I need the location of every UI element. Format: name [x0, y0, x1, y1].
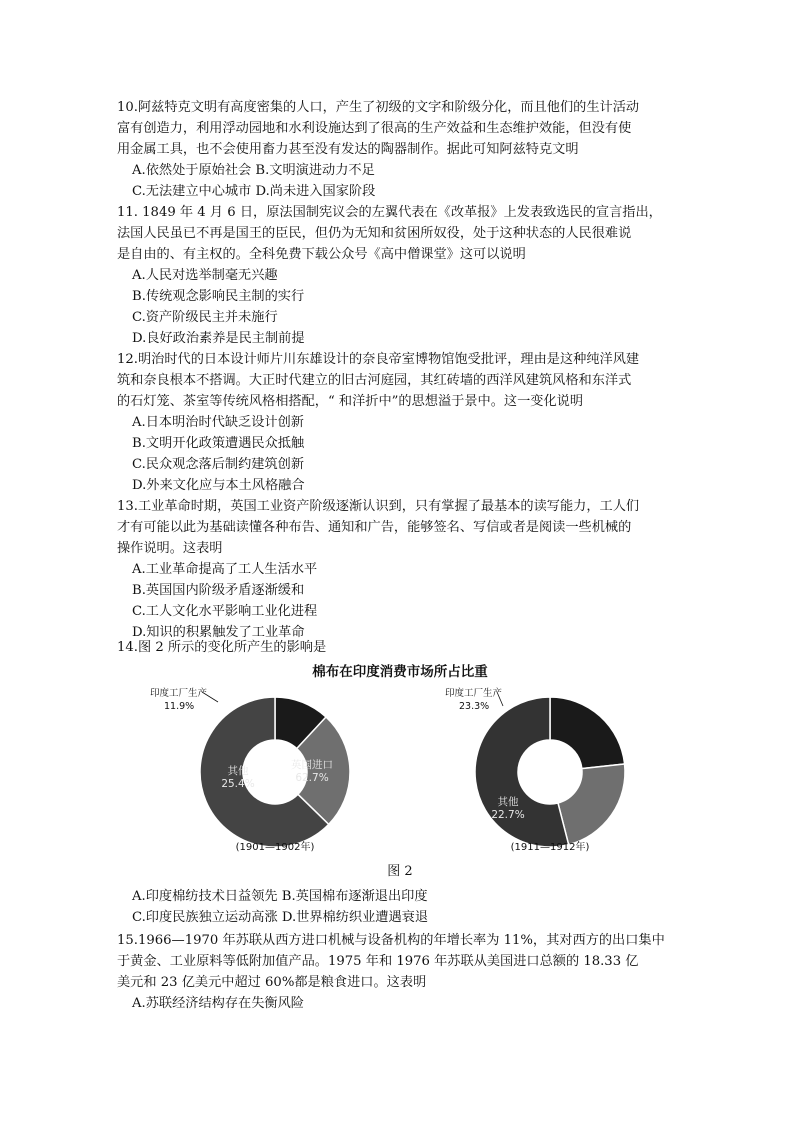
donut-charts: [140, 660, 660, 860]
option-line: D.外来文化应与本土风格融合: [132, 478, 305, 493]
stem-line: 15.1966—1970 年苏联从西方进口机械与设备机构的年增长率为 11%，其对西方的出口集中: [117, 933, 665, 948]
figure-label: 图 2: [387, 864, 413, 879]
option-line: C.无法建立中心城市 D.尚未进入国家阶段: [132, 184, 376, 199]
stem-line: 美元和 23 亿美元中超过 60%都是粮食进口。这表明: [117, 975, 427, 990]
slice-value-label: 22.7%: [491, 809, 525, 821]
stem-line: 才有可能以此为基础读懂各种布告、通知和广告，能够签名、写信或者是阅读一些机械的: [117, 520, 632, 535]
stem-line: 的石灯笼、茶室等传统风格相搭配，“ 和洋折中”的思想溢于景中。这一变化说明: [117, 394, 584, 409]
stem-line: 14.图 2 所示的变化所产生的影响是: [117, 640, 327, 655]
option-line: A.依然处于原始社会 B.文明演进动力不足: [132, 163, 375, 178]
stem-line: 用金属工具，也不会使用畜力甚至没有发达的陶器制作。据此可知阿兹特克文明: [117, 142, 579, 157]
option-line: B.文明开化政策遭遇民众抵触: [132, 436, 305, 451]
slice-label: 印度工厂生产: [150, 688, 208, 699]
question-stem: [117, 202, 687, 265]
chart-period-label: (1911—1912年): [510, 842, 590, 853]
option-line: C.印度民族独立运动高涨 D.世界棉纺织业遭遇衰退: [132, 910, 429, 925]
option-line: C.资产阶级民主并未施行: [132, 310, 278, 325]
slice-label: 印度工厂生产: [445, 688, 503, 699]
question-15: [117, 930, 687, 1014]
stem-line: 11. 1849 年 4 月 6 日，原法国制宪议会的左翼代表在《改革报》上发表致选民的宣言指出，: [117, 205, 662, 220]
question-12: [117, 349, 687, 496]
slice-value-label: 25.4%: [221, 778, 255, 790]
option-line: D.良好政治素养是民主制前提: [132, 331, 305, 346]
stem-line: 于黄金、工业原料等低附加值产品。1975 年和 1976 年苏联从美国进口总额的 18.33 亿: [117, 954, 639, 969]
question-14: [117, 637, 687, 658]
stem-line: 12.明治时代的日本设计师片川东雄设计的奈良帝室博物馆饱受批评，理由是这种纯洋风建: [117, 352, 640, 367]
option-line: C.工人文化水平影响工业化进程: [132, 604, 318, 619]
option-line: A.日本明治时代缺乏设计创新: [132, 415, 304, 430]
slice-value-label: 11.9%: [164, 701, 195, 712]
option-line: D.知识的积累触发了工业革命: [132, 625, 305, 640]
question-14-options: [117, 886, 687, 928]
slice-value-label: 62.7%: [295, 772, 329, 784]
option-line: B.英国国内阶级矛盾逐渐缓和: [132, 583, 305, 598]
slice-label: 其他: [497, 796, 519, 808]
stem-line: 富有创造力，利用浮动园地和水利设施达到了很高的生产效益和生态维护效能，但没有使: [117, 121, 632, 136]
question-11: [117, 202, 687, 349]
pie-slice: [550, 697, 625, 769]
stem-line: 13.工业革命时期，英国工业资产阶级逐渐认识到，只有掌握了最基本的读写能力，工人们: [117, 499, 640, 514]
stem-line: 10.阿兹特克文明有高度密集的人口，产生了初级的文字和阶级分化，而且他们的生计活动: [117, 100, 640, 115]
question-13: [117, 496, 687, 643]
option-line: B.传统观念影响民主制的实行: [132, 289, 305, 304]
option-line: A.苏联经济结构存在失衡风险: [132, 996, 304, 1011]
slice-label: 其他: [227, 765, 249, 777]
option-line: A.印度棉纺技术日益领先 B.英国棉布逐渐退出印度: [132, 889, 428, 904]
slice-value-label: 23.3%: [459, 701, 490, 712]
stem-line: 法国人民虽已不再是国王的臣民，但仍为无知和贫困所奴役，处于这种状态的人民很难说: [117, 226, 632, 241]
stem-line: 操作说明。这表明: [117, 541, 223, 556]
question-stem: [117, 930, 687, 993]
question-stem: [117, 349, 687, 412]
question-stem: [117, 637, 687, 658]
question-stem: [117, 97, 687, 160]
stem-line: 是自由的、有主权的。全科免费下载公众号《高中僧课堂》这可以说明: [117, 247, 526, 262]
question-stem: [117, 496, 687, 559]
option-line: C.民众观念落后制约建筑创新: [132, 457, 305, 472]
pie-slice: [558, 764, 625, 845]
question-10: [117, 97, 687, 202]
slice-label: 英国进口: [291, 759, 333, 771]
chart-title: 棉布在印度消费市场所占比重: [312, 664, 488, 680]
chart-period-label: (1901—1902年): [235, 842, 315, 853]
option-line: A.人民对选举制毫无兴趣: [132, 268, 278, 283]
option-line: A.工业革命提高了工人生活水平: [132, 562, 318, 577]
figure-2: [140, 660, 660, 879]
stem-line: 筑和奈良根本不搭调。大正时代建立的旧古河庭园，其红砖墙的西洋风建筑风格和东洋式: [117, 373, 632, 388]
